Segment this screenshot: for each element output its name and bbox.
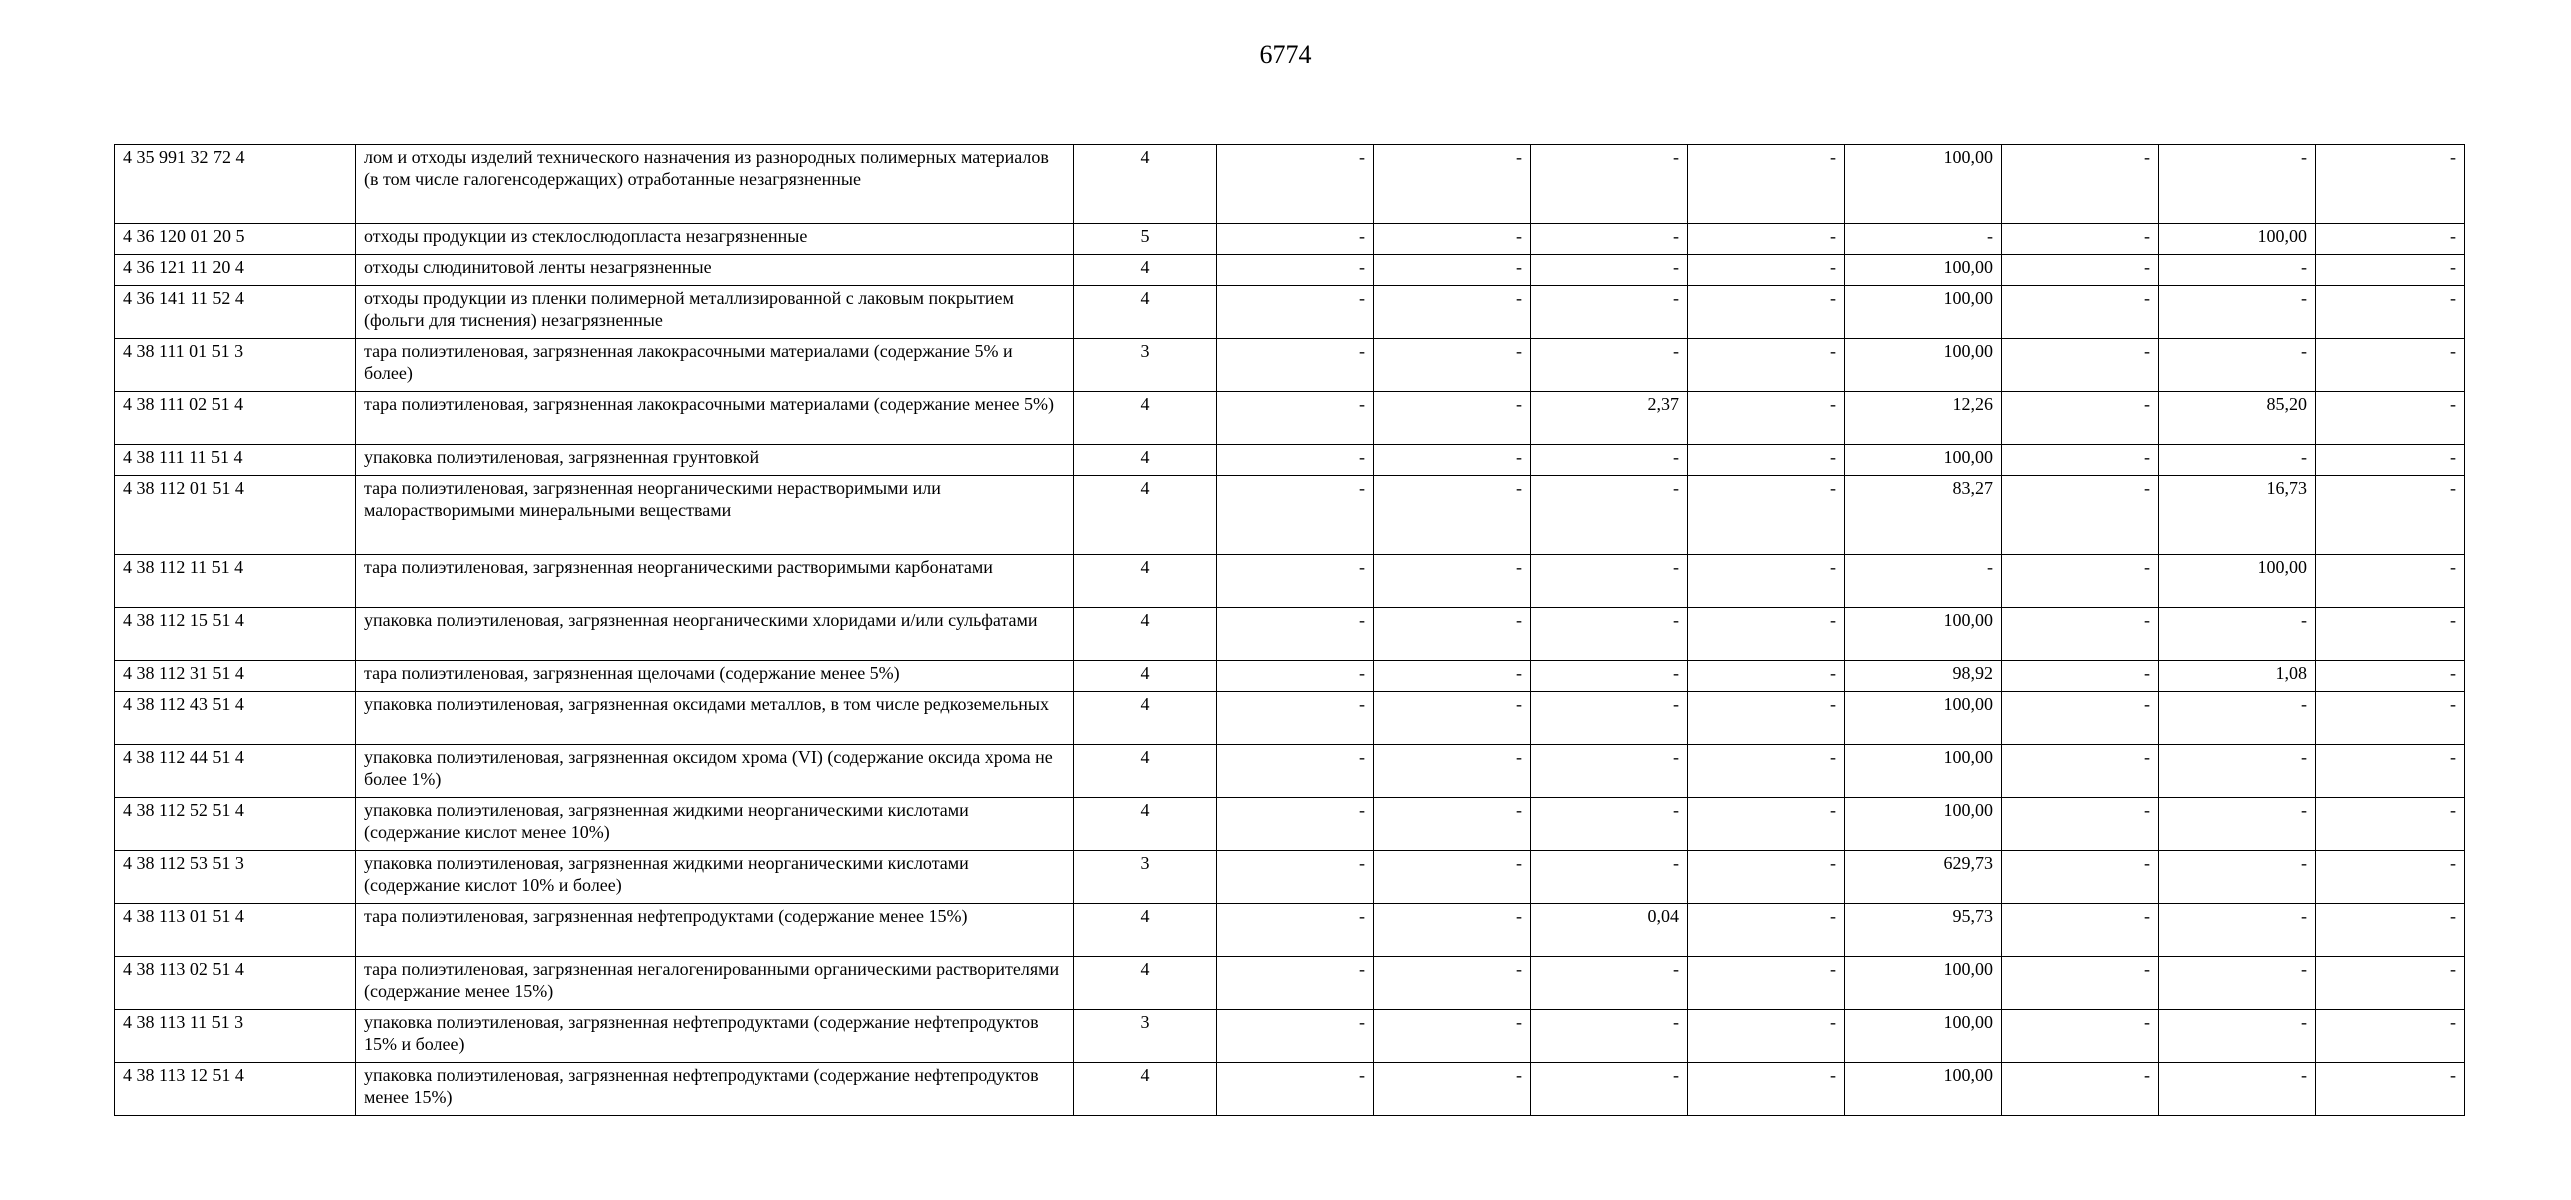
value-cell-col-6: - [2002,339,2159,392]
table-row [115,224,2465,255]
hazard-class-cell: 4 [1074,286,1217,339]
hazard-class-cell: 4 [1074,145,1217,224]
waste-name-cell: тара полиэтиленовая, загрязненная неорганическими нерастворимыми или малорастворимыми минеральными веществами [356,476,1074,555]
value-cell-col-6: - [2002,1010,2159,1063]
value-cell-col-7: - [2159,1010,2316,1063]
value-cell-col-6: - [2002,555,2159,608]
hazard-class-cell: 4 [1074,445,1217,476]
value-cell-col-7: - [2159,286,2316,339]
value-cell-col-7: 100,00 [2159,555,2316,608]
value-cell-col-8: - [2316,608,2465,661]
value-cell-col-2: - [1374,1063,1531,1116]
value-cell-col-4: - [1688,1063,1845,1116]
value-cell-col-1: - [1217,392,1374,445]
value-cell-col-7: - [2159,904,2316,957]
value-cell-col-8: - [2316,745,2465,798]
table-row [115,745,2465,798]
value-cell-col-6: - [2002,661,2159,692]
waste-name-cell: тара полиэтиленовая, загрязненная лакокрасочными материалами (содержание менее 5%) [356,392,1074,445]
value-cell-col-7: - [2159,692,2316,745]
value-cell-col-1: - [1217,1063,1374,1116]
waste-code-cell: 4 36 120 01 20 5 [115,224,356,255]
value-cell-col-8: - [2316,1063,2465,1116]
value-cell-col-7: - [2159,608,2316,661]
value-cell-col-6: - [2002,851,2159,904]
value-cell-col-7: - [2159,1063,2316,1116]
value-cell-col-6: - [2002,608,2159,661]
waste-name-cell: отходы продукции из стеклослюдопласта незагрязненные [356,224,1074,255]
value-cell-col-7: 1,08 [2159,661,2316,692]
value-cell-col-8: - [2316,476,2465,555]
value-cell-col-1: - [1217,476,1374,555]
value-cell-col-8: - [2316,1010,2465,1063]
value-cell-col-6: - [2002,692,2159,745]
value-cell-col-2: - [1374,608,1531,661]
waste-name-cell: упаковка полиэтиленовая, загрязненная нефтепродуктами (содержание нефтепродуктов 15% и более) [356,1010,1074,1063]
waste-code-cell: 4 38 111 02 51 4 [115,392,356,445]
waste-code-cell: 4 38 113 11 51 3 [115,1010,356,1063]
table-row [115,798,2465,851]
value-cell-col-6: - [2002,798,2159,851]
value-cell-col-4: - [1688,339,1845,392]
value-cell-col-5: 100,00 [1845,1010,2002,1063]
table-row [115,286,2465,339]
value-cell-col-7: 100,00 [2159,224,2316,255]
value-cell-col-3: - [1531,286,1688,339]
value-cell-col-8: - [2316,392,2465,445]
value-cell-col-1: - [1217,255,1374,286]
value-cell-col-1: - [1217,286,1374,339]
value-cell-col-1: - [1217,224,1374,255]
value-cell-col-3: - [1531,661,1688,692]
value-cell-col-6: - [2002,286,2159,339]
value-cell-col-6: - [2002,392,2159,445]
value-cell-col-5: 100,00 [1845,957,2002,1010]
waste-code-cell: 4 38 111 01 51 3 [115,339,356,392]
waste-code-cell: 4 38 113 02 51 4 [115,957,356,1010]
value-cell-col-5: 100,00 [1845,339,2002,392]
value-cell-col-5: 100,00 [1845,286,2002,339]
value-cell-col-4: - [1688,555,1845,608]
waste-table [114,144,2465,1116]
value-cell-col-8: - [2316,286,2465,339]
value-cell-col-8: - [2316,904,2465,957]
waste-code-cell: 4 38 111 11 51 4 [115,445,356,476]
value-cell-col-2: - [1374,476,1531,555]
value-cell-col-6: - [2002,745,2159,798]
value-cell-col-4: - [1688,745,1845,798]
value-cell-col-4: - [1688,692,1845,745]
value-cell-col-6: - [2002,1063,2159,1116]
value-cell-col-5: 100,00 [1845,445,2002,476]
table-body [115,145,2465,1116]
value-cell-col-2: - [1374,445,1531,476]
value-cell-col-4: - [1688,445,1845,476]
value-cell-col-2: - [1374,392,1531,445]
value-cell-col-5: 98,92 [1845,661,2002,692]
waste-name-cell: упаковка полиэтиленовая, загрязненная оксидом хрома (VI) (содержание оксида хрома не более 1%) [356,745,1074,798]
waste-name-cell: лом и отходы изделий технического назначения из разнородных полимерных материалов (в том числе галогенсодержащих) отработанные незагрязненные [356,145,1074,224]
value-cell-col-4: - [1688,798,1845,851]
value-cell-col-5: 100,00 [1845,608,2002,661]
waste-code-cell: 4 38 112 15 51 4 [115,608,356,661]
waste-name-cell: упаковка полиэтиленовая, загрязненная грунтовкой [356,445,1074,476]
hazard-class-cell: 3 [1074,1010,1217,1063]
waste-name-cell: упаковка полиэтиленовая, загрязненная неорганическими хлоридами и/или сульфатами [356,608,1074,661]
waste-name-cell: отходы продукции из пленки полимерной металлизированной с лаковым покрытием (фольги для тиснения) незагрязненные [356,286,1074,339]
table-row [115,851,2465,904]
value-cell-col-6: - [2002,224,2159,255]
waste-name-cell: упаковка полиэтиленовая, загрязненная жидкими неорганическими кислотами (содержание кислот 10% и более) [356,851,1074,904]
value-cell-col-1: - [1217,555,1374,608]
waste-name-cell: тара полиэтиленовая, загрязненная неорганическими растворимыми карбонатами [356,555,1074,608]
value-cell-col-4: - [1688,957,1845,1010]
waste-code-cell: 4 38 112 43 51 4 [115,692,356,745]
value-cell-col-4: - [1688,392,1845,445]
hazard-class-cell: 4 [1074,745,1217,798]
table-row [115,339,2465,392]
value-cell-col-2: - [1374,798,1531,851]
value-cell-col-1: - [1217,851,1374,904]
waste-name-cell: упаковка полиэтиленовая, загрязненная оксидами металлов, в том числе редкоземельных [356,692,1074,745]
value-cell-col-3: - [1531,255,1688,286]
value-cell-col-7: - [2159,957,2316,1010]
value-cell-col-5: 12,26 [1845,392,2002,445]
value-cell-col-2: - [1374,1010,1531,1063]
hazard-class-cell: 4 [1074,798,1217,851]
value-cell-col-2: - [1374,555,1531,608]
value-cell-col-1: - [1217,339,1374,392]
value-cell-col-1: - [1217,445,1374,476]
value-cell-col-8: - [2316,145,2465,224]
hazard-class-cell: 4 [1074,1063,1217,1116]
table-row [115,957,2465,1010]
value-cell-col-3: - [1531,745,1688,798]
value-cell-col-2: - [1374,339,1531,392]
waste-code-cell: 4 36 121 11 20 4 [115,255,356,286]
value-cell-col-4: - [1688,286,1845,339]
waste-code-cell: 4 36 141 11 52 4 [115,286,356,339]
value-cell-col-7: - [2159,339,2316,392]
value-cell-col-1: - [1217,608,1374,661]
table-row [115,1063,2465,1116]
value-cell-col-5: 100,00 [1845,145,2002,224]
value-cell-col-6: - [2002,255,2159,286]
value-cell-col-7: - [2159,745,2316,798]
value-cell-col-4: - [1688,904,1845,957]
value-cell-col-4: - [1688,851,1845,904]
value-cell-col-3: - [1531,851,1688,904]
waste-name-cell: упаковка полиэтиленовая, загрязненная нефтепродуктами (содержание нефтепродуктов менее 15%) [356,1063,1074,1116]
value-cell-col-4: - [1688,476,1845,555]
value-cell-col-2: - [1374,286,1531,339]
value-cell-col-7: - [2159,851,2316,904]
value-cell-col-3: - [1531,224,1688,255]
table-row [115,1010,2465,1063]
hazard-class-cell: 4 [1074,661,1217,692]
waste-name-cell: отходы слюдинитовой ленты незагрязненные [356,255,1074,286]
table-row [115,145,2465,224]
value-cell-col-5: 100,00 [1845,692,2002,745]
waste-code-cell: 4 38 112 01 51 4 [115,476,356,555]
value-cell-col-7: - [2159,445,2316,476]
waste-name-cell: тара полиэтиленовая, загрязненная лакокрасочными материалами (содержание 5% и более) [356,339,1074,392]
hazard-class-cell: 4 [1074,392,1217,445]
value-cell-col-3: 2,37 [1531,392,1688,445]
value-cell-col-2: - [1374,692,1531,745]
table-row [115,255,2465,286]
waste-code-cell: 4 38 112 44 51 4 [115,745,356,798]
value-cell-col-7: - [2159,255,2316,286]
value-cell-col-4: - [1688,1010,1845,1063]
waste-code-cell: 4 38 112 11 51 4 [115,555,356,608]
waste-code-cell: 4 38 113 01 51 4 [115,904,356,957]
value-cell-col-1: - [1217,904,1374,957]
hazard-class-cell: 4 [1074,904,1217,957]
value-cell-col-2: - [1374,661,1531,692]
value-cell-col-2: - [1374,224,1531,255]
hazard-class-cell: 4 [1074,957,1217,1010]
value-cell-col-4: - [1688,608,1845,661]
value-cell-col-3: - [1531,476,1688,555]
value-cell-col-8: - [2316,957,2465,1010]
value-cell-col-5: - [1845,555,2002,608]
value-cell-col-4: - [1688,661,1845,692]
value-cell-col-2: - [1374,904,1531,957]
value-cell-col-5: 100,00 [1845,1063,2002,1116]
waste-code-cell: 4 38 113 12 51 4 [115,1063,356,1116]
value-cell-col-6: - [2002,476,2159,555]
hazard-class-cell: 4 [1074,476,1217,555]
value-cell-col-8: - [2316,692,2465,745]
hazard-class-cell: 5 [1074,224,1217,255]
value-cell-col-5: 100,00 [1845,745,2002,798]
hazard-class-cell: 4 [1074,255,1217,286]
value-cell-col-5: 83,27 [1845,476,2002,555]
value-cell-col-3: - [1531,957,1688,1010]
value-cell-col-3: - [1531,692,1688,745]
value-cell-col-8: - [2316,445,2465,476]
value-cell-col-6: - [2002,904,2159,957]
value-cell-col-6: - [2002,145,2159,224]
value-cell-col-5: 95,73 [1845,904,2002,957]
table-row [115,661,2465,692]
waste-name-cell: упаковка полиэтиленовая, загрязненная жидкими неорганическими кислотами (содержание кислот менее 10%) [356,798,1074,851]
value-cell-col-3: - [1531,1063,1688,1116]
value-cell-col-3: - [1531,445,1688,476]
value-cell-col-2: - [1374,255,1531,286]
value-cell-col-8: - [2316,255,2465,286]
value-cell-col-8: - [2316,798,2465,851]
value-cell-col-7: - [2159,145,2316,224]
waste-name-cell: тара полиэтиленовая, загрязненная негалогенированными органическими растворителями (содержание менее 15%) [356,957,1074,1010]
table-row [115,445,2465,476]
value-cell-col-1: - [1217,957,1374,1010]
value-cell-col-3: - [1531,555,1688,608]
table-row [115,904,2465,957]
value-cell-col-8: - [2316,851,2465,904]
waste-code-cell: 4 38 112 53 51 3 [115,851,356,904]
value-cell-col-2: - [1374,851,1531,904]
value-cell-col-2: - [1374,745,1531,798]
table-row [115,608,2465,661]
waste-code-cell: 4 35 991 32 72 4 [115,145,356,224]
value-cell-col-7: 16,73 [2159,476,2316,555]
value-cell-col-4: - [1688,145,1845,224]
value-cell-col-5: - [1845,224,2002,255]
value-cell-col-8: - [2316,224,2465,255]
hazard-class-cell: 3 [1074,339,1217,392]
waste-name-cell: тара полиэтиленовая, загрязненная щелочами (содержание менее 5%) [356,661,1074,692]
value-cell-col-6: - [2002,957,2159,1010]
value-cell-col-8: - [2316,555,2465,608]
value-cell-col-1: - [1217,661,1374,692]
page-number: 6774 [1259,40,1312,69]
value-cell-col-7: - [2159,798,2316,851]
value-cell-col-5: 100,00 [1845,798,2002,851]
table-row [115,692,2465,745]
hazard-class-cell: 4 [1074,608,1217,661]
waste-name-cell: тара полиэтиленовая, загрязненная нефтепродуктами (содержание менее 15%) [356,904,1074,957]
hazard-class-cell: 4 [1074,555,1217,608]
table-row [115,555,2465,608]
value-cell-col-1: - [1217,145,1374,224]
value-cell-col-4: - [1688,224,1845,255]
value-cell-col-3: - [1531,145,1688,224]
value-cell-col-3: 0,04 [1531,904,1688,957]
waste-code-cell: 4 38 112 52 51 4 [115,798,356,851]
value-cell-col-3: - [1531,1010,1688,1063]
waste-code-cell: 4 38 112 31 51 4 [115,661,356,692]
hazard-class-cell: 4 [1074,692,1217,745]
table-row [115,476,2465,555]
value-cell-col-4: - [1688,255,1845,286]
value-cell-col-5: 100,00 [1845,255,2002,286]
value-cell-col-1: - [1217,692,1374,745]
value-cell-col-1: - [1217,1010,1374,1063]
hazard-class-cell: 3 [1074,851,1217,904]
value-cell-col-2: - [1374,145,1531,224]
value-cell-col-7: 85,20 [2159,392,2316,445]
value-cell-col-3: - [1531,339,1688,392]
value-cell-col-8: - [2316,661,2465,692]
value-cell-col-1: - [1217,798,1374,851]
value-cell-col-8: - [2316,339,2465,392]
table-row [115,392,2465,445]
value-cell-col-3: - [1531,798,1688,851]
value-cell-col-2: - [1374,957,1531,1010]
value-cell-col-5: 629,73 [1845,851,2002,904]
value-cell-col-3: - [1531,608,1688,661]
value-cell-col-1: - [1217,745,1374,798]
value-cell-col-6: - [2002,445,2159,476]
